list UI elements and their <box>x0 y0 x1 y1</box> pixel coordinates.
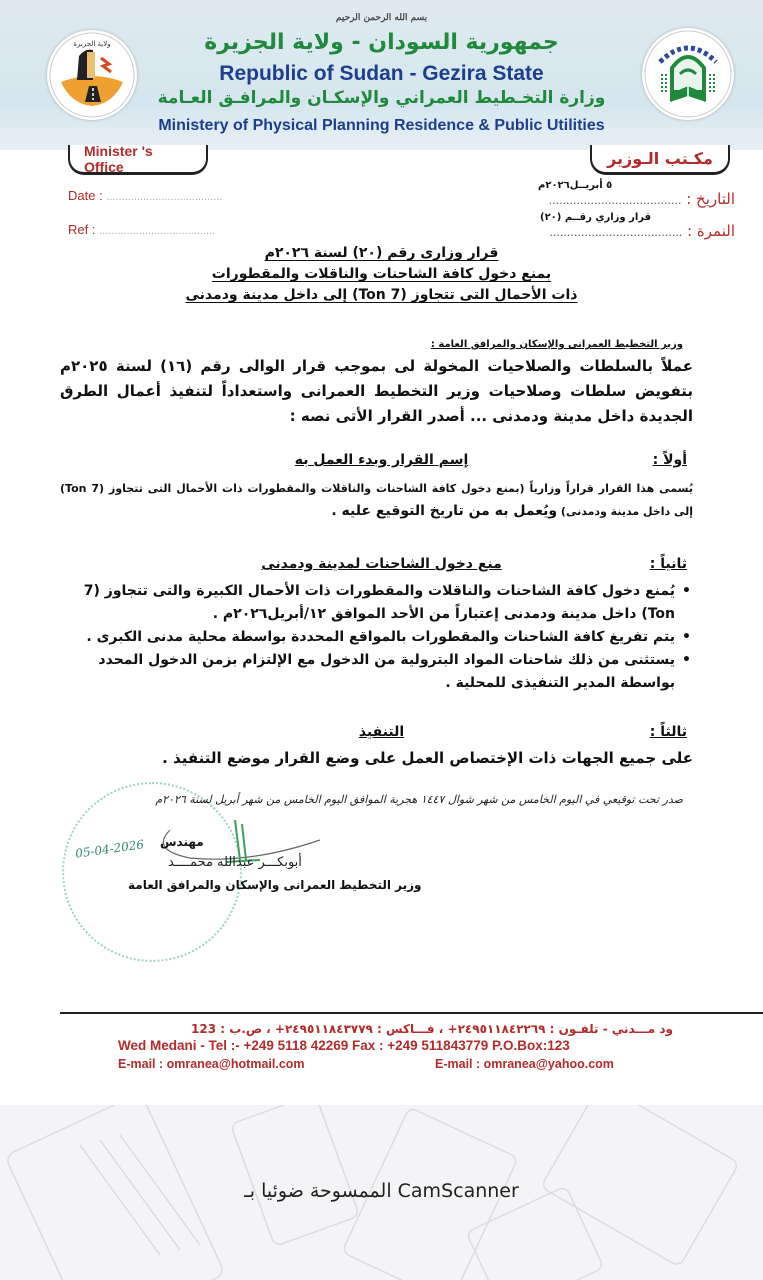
date-value-arabic: ٥ أبريــل٢٠٢٦م <box>538 180 613 191</box>
ref-label-arabic: النمرة : <box>687 222 735 240</box>
section-2-bullet: • يستثنى من ذلك شاحنات المواد البترولية من الدخول مع الإلتزام بزمن الدخول المحدد بواسطة المدير التنفيذى للمحلية . <box>60 649 693 695</box>
ministry-logo <box>642 28 734 120</box>
camscanner-watermark-text: الممسوحة ضوئيا بـ CamScanner <box>244 1180 519 1202</box>
footer-email-yahoo[interactable]: E-mail : omranea@yahoo.com <box>435 1057 614 1071</box>
date-label-arabic: التاريخ : <box>686 190 735 208</box>
section-2-bullet-list <box>60 580 693 695</box>
decree-title-line-1: قرار وزارى رقم (٢٠) لسنة ٢٠٢٦م <box>264 245 499 261</box>
section-1-text <box>60 478 693 523</box>
decree-title-line-2: بمنع دخول كافة الشاحنات والناقلات والمقطورات <box>211 266 552 282</box>
ministers-office-tab-arabic: مكـتب الـوزير <box>590 145 730 175</box>
ref-dots: ...................................... <box>99 225 216 237</box>
section-1-label: أولاً : <box>652 452 687 468</box>
section-2-bullet: • يُمنع دخول كافة الشاحنات والناقلات والمقطورات ذات الأحمال الكبيرة والتى تتجاوز (7 Ton) داخل مدينة ودمدنى إعتباراً من الأحد الموافق ١٢/أبريل٢٠٢٦م . <box>60 580 693 626</box>
logo-caption: ولاية الجزيرة <box>73 40 111 48</box>
footer-divider <box>60 1012 763 1014</box>
footer-contact-english: Wed Medani - Tel :- +249 5118 42269 Fax : +249 511843779 P.O.Box:123 <box>118 1038 570 1053</box>
section-3-heading: التنفيذ <box>358 724 405 740</box>
arabic-state-title: جمهورية السودان - ولاية الجزيرة <box>204 30 559 55</box>
signatory-name: أبوبكـــر عبدالله محمــــد <box>168 855 302 870</box>
ref-label: Ref : <box>68 222 96 237</box>
section-2-bullet: • يتم تفريغ كافة الشاحنات والمقطورات بالمواقع المحددة بواسطة محلية مدنى الكبرى . <box>60 626 693 649</box>
footer-contact-arabic: ود مـــدني - تلفـون : ٢٤٩٥١١٨٤٢٢٦٩+ ، فـــاكس : ٢٤٩٥١١٨٤٣٧٧٩+ ، ص.ب : 123 <box>191 1022 673 1036</box>
section-3-text: على جميع الجهات ذات الإختصاص العمل على وضع القرار موضع التنفيذ . <box>162 749 693 767</box>
handwritten-issue-line: صدر تحت توقيعي في اليوم الخامس من شهر شوال ١٤٤٧ هجرية الموافق اليوم الخامس من شهر أبريل لسنة ٢٠٢٦م <box>155 793 683 806</box>
letterhead <box>0 0 763 150</box>
date-label: Date : <box>68 188 103 203</box>
arabic-ministry-title: وزارة التخـطيط العمراني والإسكـان والمرافـق العـامة <box>157 88 606 108</box>
ref-dots-arabic: ...................................... <box>549 226 683 239</box>
section-1-text-continued: ويُعمل به من تاريخ التوقيع عليه . <box>331 503 558 519</box>
section-3-label: ثالثاً : <box>649 724 687 740</box>
section-2-heading: منع دخول الشاحنات لمدينة ودمدنى <box>261 556 502 572</box>
english-ministry-title: Ministery of Physical Planning Residence & Public Utilities <box>158 117 605 134</box>
date-dots: ...................................... <box>106 191 223 203</box>
decree-title <box>0 243 763 306</box>
ref-field-english <box>68 222 215 237</box>
official-stamp <box>62 782 242 962</box>
ministers-office-tab-english: Minister 's Office <box>68 145 208 175</box>
addressee-line: وزير التخطيط العمرانى والإسكان والمرافق العامة : <box>430 339 683 350</box>
basmala-calligraphy: بسم الله الرحمن الرحيم <box>335 13 428 23</box>
section-2-label: ثانياً : <box>649 556 687 572</box>
date-field-arabic <box>549 190 735 208</box>
ministry-emblem-icon <box>642 28 734 120</box>
preamble-paragraph: عملاً بالسلطات والصلاحيات المخولة لى بموجب قرار الوالى رقم (١٦) لسنة ٢٠٢٥م بتفويض سلطات وصلاحيات وزير التخطيط العمرانى واستعداداً لتنفيذ أعمال الطرق الجديدة داخل مدينة ودمدنى ... أصدر القرار الأتى نصه : <box>60 357 693 425</box>
date-dots-arabic: ...................................... <box>548 194 682 207</box>
english-state-title: Republic of Sudan - Gezira State <box>219 62 544 85</box>
date-field-english <box>68 188 222 203</box>
ref-value-arabic: قرار وزاري رقــم (٢٠) <box>540 212 652 223</box>
ref-field-arabic <box>549 222 735 240</box>
signatory-role: وزير التخطيط العمرانى والإسكان والمرافق العامة <box>128 878 422 892</box>
stamp-date: 05-04-2026 <box>74 837 145 861</box>
footer-email-hotmail[interactable]: E-mail : omranea@hotmail.com <box>118 1057 305 1071</box>
section-1-heading: إسم القرار وبدء العمل به <box>294 452 469 468</box>
section-1-text-small: يُسمى هذا القرار قراراً وزارياً (بمنع دخول كافة الشاحنات والناقلات والمقطورات ذات الأحمال التى تتجاوز (7 Ton) إلى داخل مدينة ودمدنى) <box>60 482 693 518</box>
signatory-title: مهندس <box>160 835 204 849</box>
decree-title-line-3: ذات الأحمال التى تتجاوز (7 Ton) إلى داخل مدينة ودمدنى <box>185 287 578 303</box>
